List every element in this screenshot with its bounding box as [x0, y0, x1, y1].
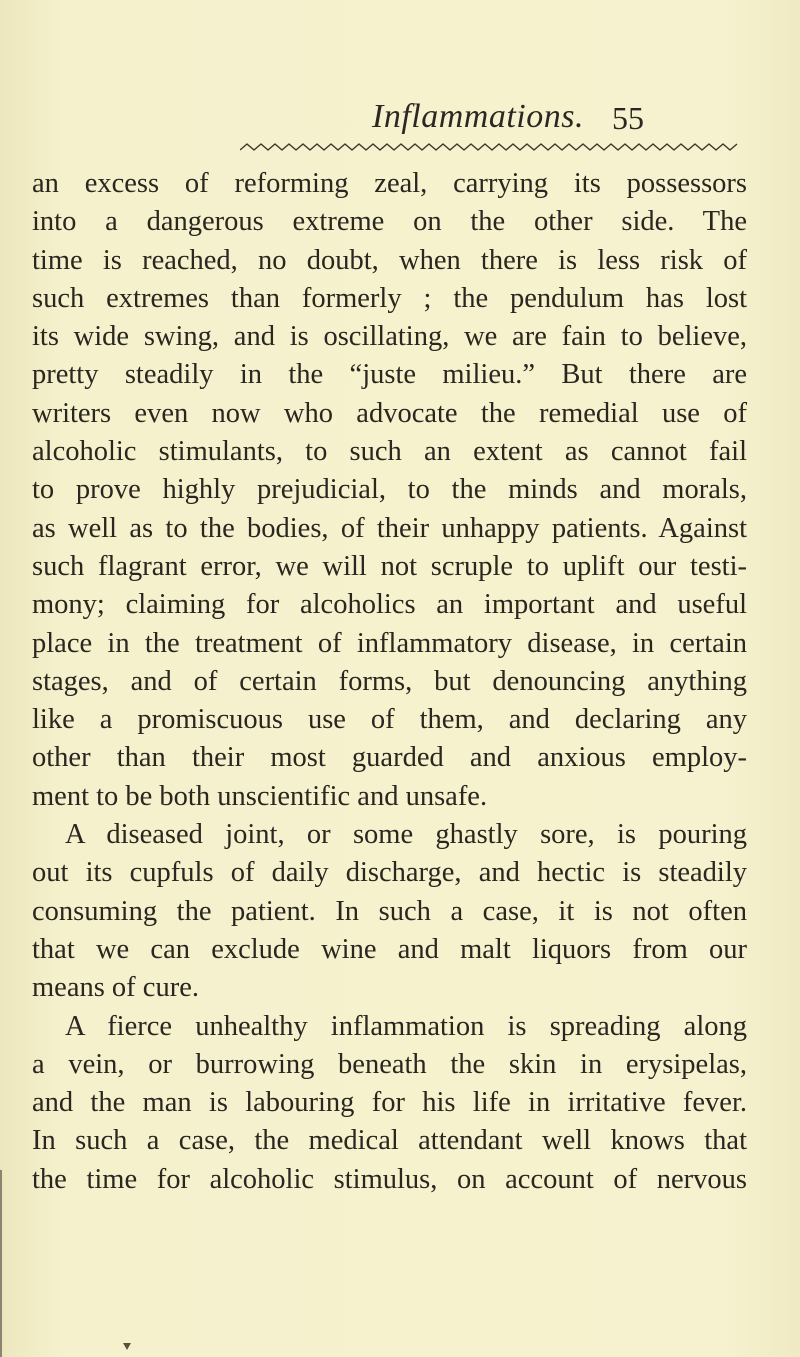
ink-speck: [123, 1343, 131, 1350]
text-line: writers even now who advocate the remedial use of: [32, 397, 747, 429]
body-text: [32, 165, 747, 1199]
text-line: and the man is labouring for his life in irritative fever.: [32, 1087, 747, 1119]
text-line: that we can exclude wine and malt liquors from our: [32, 933, 747, 965]
text-line: into a dangerous extreme on the other side. The: [32, 206, 747, 238]
text-line: the time for alcoholic stimulus, on account of nervous: [32, 1163, 747, 1195]
paragraph-3: [32, 1008, 747, 1199]
text-line: out its cupfuls of daily discharge, and hectic is steadily: [32, 857, 747, 889]
ornamental-rule: [240, 142, 742, 152]
text-line: means of cure.: [32, 972, 199, 1004]
text-line: such flagrant error, we will not scruple to uplift our testi-: [32, 550, 747, 582]
text-line: a vein, or burrowing beneath the skin in erysipelas,: [32, 1048, 747, 1080]
page-edge-shadow: [0, 1170, 2, 1357]
text-line: alcoholic stimulants, to such an extent as cannot fail: [32, 436, 747, 468]
text-line: such extremes than formerly ; the pendulum has lost: [32, 282, 747, 314]
running-title: Inflammations.: [372, 98, 584, 135]
text-line: to prove highly prejudicial, to the minds and morals,: [32, 474, 747, 506]
text-line: A fierce unhealthy inflammation is spreading along: [65, 1010, 747, 1042]
text-line: stages, and of certain forms, but denouncing anything: [32, 665, 747, 697]
page-header: [0, 98, 800, 148]
text-line: mony; claiming for alcoholics an important and useful: [32, 589, 747, 621]
text-line: as well as to the bodies, of their unhappy patients. Against: [32, 512, 747, 544]
text-line: an excess of reforming zeal, carrying its possessors: [32, 168, 747, 199]
text-line: In such a case, the medical attendant well knows that: [32, 1125, 747, 1157]
text-line: pretty steadily in the “juste milieu.” But there are: [32, 359, 747, 391]
text-line: like a promiscuous use of them, and declaring any: [32, 704, 747, 736]
text-line: place in the treatment of inflammatory disease, in certain: [32, 627, 747, 659]
page-number: 55: [612, 100, 644, 136]
paragraph-2: [32, 816, 747, 1007]
text-line: its wide swing, and is oscillating, we are fain to believe,: [32, 321, 747, 353]
text-line: A diseased joint, or some ghastly sore, is pouring: [65, 819, 747, 851]
text-line: consuming the patient. In such a case, it is not often: [32, 895, 747, 927]
text-line: ment to be both unscientific and unsafe.: [32, 780, 488, 812]
text-line: other than their most guarded and anxious employ-: [32, 742, 747, 774]
text-line: time is reached, no doubt, when there is less risk of: [32, 244, 747, 276]
paragraph-1: [32, 165, 747, 816]
